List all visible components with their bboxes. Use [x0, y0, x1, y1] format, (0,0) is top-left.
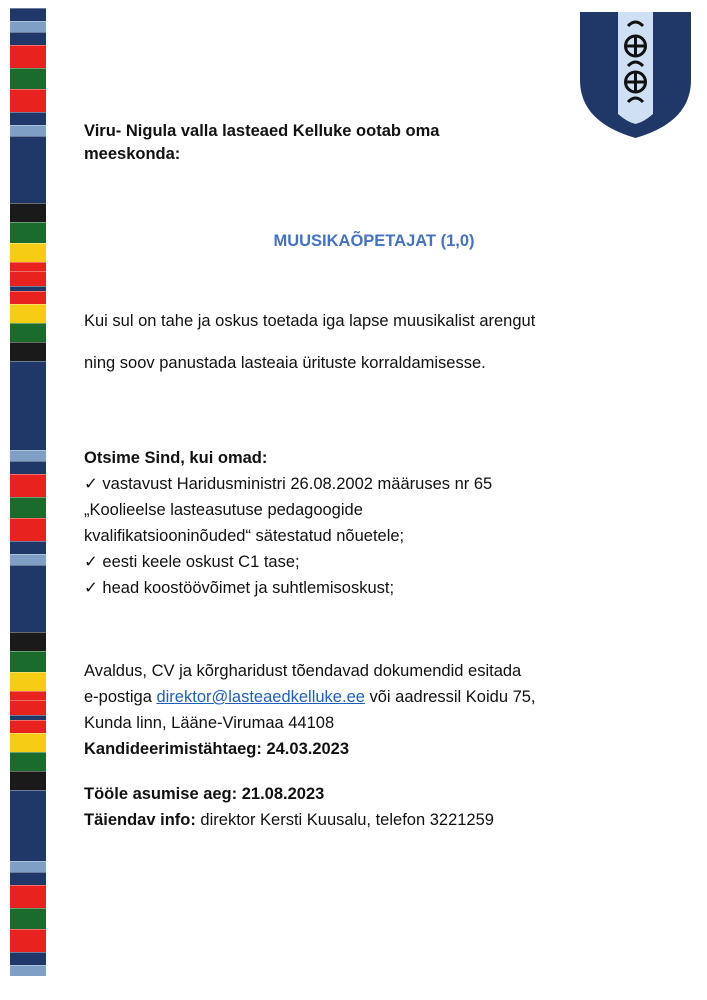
stripe-segment: [10, 908, 46, 929]
stripe-segment: [10, 45, 46, 68]
stripe-segment: [10, 361, 46, 450]
email-prefix: e-postiga: [84, 688, 157, 706]
stripe-segment: [10, 651, 46, 672]
stripe-segment: [10, 885, 46, 908]
stripe-segment: [10, 262, 46, 271]
address-text: või aadressil Koidu 75,: [364, 688, 536, 706]
extra-info-section: [84, 781, 664, 833]
intro-line-1: Kui sul on tahe ja oskus toetada iga lapse muusikalist arengut: [84, 312, 536, 330]
stripe-segment: [10, 632, 46, 651]
stripe-segment: [10, 565, 46, 632]
header-line-1: Viru- Nigula valla lasteaed Kelluke ootab oma: [84, 122, 440, 140]
stripe-segment: [10, 752, 46, 771]
stripe-segment: [10, 323, 46, 342]
stripe-segment: [10, 203, 46, 222]
decorative-stripe-bar: [10, 8, 46, 990]
stripe-segment: [10, 136, 46, 203]
info-value: direktor Kersti Kuusalu, telefon 3221259: [195, 811, 494, 829]
requirement-item-1-cont2: kvalifikatsiooninõuded“ sätestatud nõuetele;: [84, 527, 405, 545]
stripe-segment: [10, 342, 46, 361]
stripe-segment: [10, 32, 46, 45]
application-line-3: Kunda linn, Lääne-Virumaa 44108: [84, 714, 335, 732]
stripe-segment: [10, 672, 46, 691]
stripe-segment: [10, 89, 46, 112]
requirement-item-1: ✓ vastavust Haridusministri 26.08.2002 määruses nr 65: [84, 475, 493, 493]
deadline: Kandideerimistähtaeg: 24.03.2023: [84, 740, 350, 758]
stripe-segment: [10, 700, 46, 715]
stripe-segment: [10, 474, 46, 497]
intro-text: [84, 300, 664, 384]
requirement-item-2: ✓ eesti keele oskust C1 tase;: [84, 553, 300, 571]
email-link[interactable]: direktor@lasteaedkelluke.ee: [156, 688, 365, 706]
stripe-segment: [10, 304, 46, 323]
header-line-2: meeskonda:: [84, 145, 181, 163]
stripe-segment: [10, 929, 46, 952]
stripe-segment: [10, 872, 46, 885]
stripe-segment: [10, 861, 46, 872]
stripe-segment: [10, 222, 46, 243]
application-section: [84, 658, 664, 762]
stripe-segment: [10, 771, 46, 790]
stripe-segment: [10, 691, 46, 700]
job-ad-content: [84, 120, 664, 829]
info-label: Täiendav info:: [84, 811, 196, 829]
stripe-segment: [10, 291, 46, 304]
stripe-segment: [10, 497, 46, 518]
stripe-segment: [10, 518, 46, 541]
requirement-item-3: ✓ head koostöövõimet ja suhtlemisoskust;: [84, 579, 395, 597]
stripe-segment: [10, 112, 46, 125]
stripe-segment: [10, 450, 46, 461]
stripe-segment: [10, 790, 46, 861]
application-line-2: [84, 684, 664, 710]
stripe-segment: [10, 21, 46, 32]
stripe-segment: [10, 271, 46, 286]
requirement-item-1-cont: „Koolieelse lasteasutuse pedagoogide: [84, 501, 363, 519]
stripe-segment: [10, 965, 46, 976]
stripe-segment: [10, 554, 46, 565]
position-title: MUUSIKAÕPETAJAT (1,0): [273, 232, 475, 250]
contact-info: [84, 807, 664, 833]
start-date: Tööle asumise aeg: 21.08.2023: [84, 785, 325, 803]
stripe-segment: [10, 952, 46, 965]
stripe-segment: [10, 733, 46, 752]
stripe-segment: [10, 243, 46, 262]
requirements-heading: Otsime Sind, kui omad:: [84, 449, 268, 467]
stripe-segment: [10, 8, 46, 21]
stripe-segment: [10, 125, 46, 136]
stripe-segment: [10, 68, 46, 89]
application-line-1: Avaldus, CV ja kõrgharidust tõendavad dokumendid esitada: [84, 662, 522, 680]
stripe-segment: [10, 720, 46, 733]
stripe-segment: [10, 541, 46, 554]
requirements-section: [84, 445, 664, 601]
stripe-segment: [10, 461, 46, 474]
intro-line-2: ning soov panustada lasteaia ürituste korraldamisesse.: [84, 354, 486, 372]
